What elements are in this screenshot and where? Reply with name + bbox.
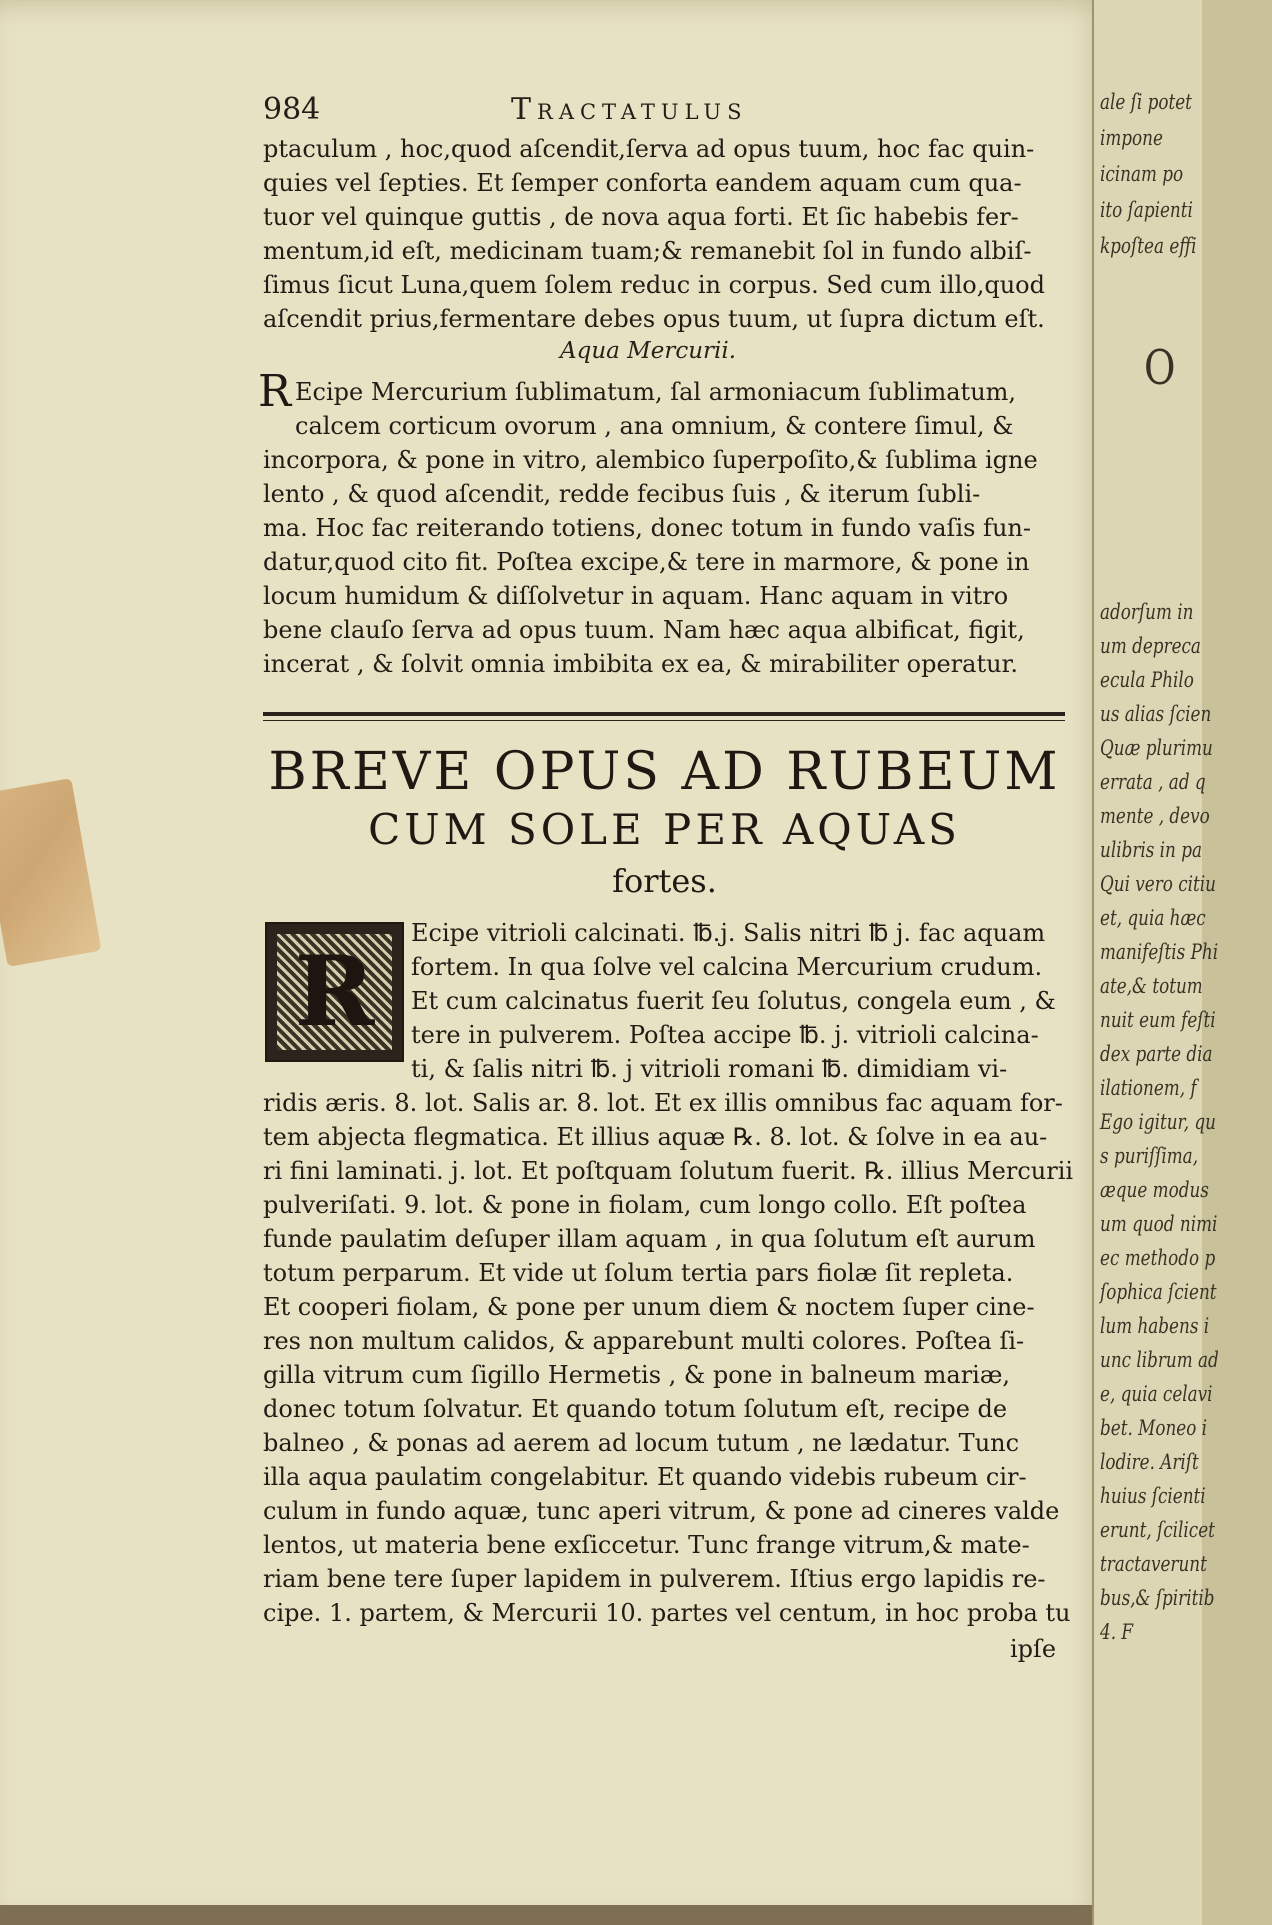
text-line: balneo , & ponas ad aerem ad locum tutum , ne lædatur. Tunc bbox=[263, 1429, 1020, 1457]
text-line: ti, & ſalis nitri ℔. j vitrioli romani ℔. dimidiam vi- bbox=[411, 1055, 1008, 1083]
text-line: datur,quod cito fit. Poſtea excipe,& tere in marmore, & pone in bbox=[263, 548, 1030, 576]
facing-page-text: et, quia hæc bbox=[1100, 906, 1206, 930]
text-line: totum perparum. Et vide ut ſolum tertia pars fiolæ ſit repleta. bbox=[263, 1259, 1014, 1287]
facing-page-edge bbox=[1092, 0, 1219, 1925]
facing-page-text: impone bbox=[1100, 126, 1163, 150]
text-line: aſcendit prius,fermentare debes opus tuum, ut ſupra dictum eſt. bbox=[263, 305, 1045, 333]
facing-page-text: kpoſtea effi bbox=[1100, 234, 1197, 258]
facing-page-text: huius ſcienti bbox=[1100, 1484, 1206, 1508]
facing-page-text: um depreca bbox=[1100, 634, 1201, 658]
running-head bbox=[263, 92, 1063, 132]
text-line: fortem. In qua ſolve vel calcina Mercurium crudum. bbox=[411, 953, 1043, 981]
facing-page-text: bet. Moneo i bbox=[1100, 1416, 1208, 1440]
text-line: res non multum calidos, & apparebunt multi colores. Poſtea ſi- bbox=[263, 1327, 1025, 1355]
text-line: donec totum ſolvatur. Et quando totum ſolutum eſt, recipe de bbox=[263, 1395, 1008, 1423]
facing-page-text: dex parte dia bbox=[1100, 1042, 1213, 1066]
text-line: Et cooperi fiolam, & pone per unum diem & noctem ſuper cine- bbox=[263, 1293, 1035, 1321]
section-rule bbox=[263, 712, 1065, 716]
text-line: cipe. 1. partem, & Mercurii 10. partes vel centum, in hoc proba tu bbox=[263, 1599, 1071, 1627]
paragraph-continuation bbox=[263, 132, 1066, 336]
facing-page-text: bus,& ſpiritib bbox=[1100, 1586, 1215, 1610]
paragraph-aqua-mercurii bbox=[263, 375, 1066, 681]
text-line: Ecipe vitrioli calcinati. ℔.j. Salis nitri ℔ j. fac aquam bbox=[411, 919, 1046, 947]
page-bottom-edge bbox=[0, 1905, 1115, 1925]
text-line: ridis æris. 8. lot. Salis ar. 8. lot. Et ex illis omnibus fac aquam for- bbox=[263, 1089, 1063, 1117]
section-subheading: Aqua Mercurii. bbox=[560, 338, 737, 364]
facing-page-text: e, quia celavi bbox=[1100, 1382, 1213, 1406]
facing-page-text: ec methodo p bbox=[1100, 1246, 1216, 1270]
text-line: ptaculum , hoc,quod aſcendit,ſerva ad opus tuum, hoc fac quin- bbox=[263, 135, 1035, 163]
facing-page-text: us alias ſcien bbox=[1100, 702, 1212, 726]
section-rule-thin bbox=[263, 720, 1065, 721]
text-line: calcem corticum ovorum , ana omnium, & contere ſimul, & bbox=[295, 412, 1014, 440]
facing-page-text: ecula Philo bbox=[1100, 668, 1194, 692]
section-title-line2: CUM SOLE PER AQUAS bbox=[368, 805, 961, 854]
facing-page-text: erunt, ſcilicet bbox=[1100, 1518, 1215, 1542]
running-title: Tractatulus bbox=[511, 92, 748, 127]
text-line: riam bene tere ſuper lapidem in pulverem. Iſtius ergo lapidis re- bbox=[263, 1565, 1046, 1593]
facing-page-text: ulibris in pa bbox=[1100, 838, 1202, 862]
paragraph-opus-rubeum bbox=[263, 916, 1074, 1630]
text-line: funde paulatim deſuper illam aquam , in qua ſolutum eſt aurum bbox=[263, 1225, 1036, 1253]
facing-page-text: adorſum in bbox=[1100, 600, 1194, 624]
text-line: tem abjecta flegmatica. Et illius aquæ ℞. 8. lot. & ſolve in ea au- bbox=[263, 1123, 1048, 1151]
page-number: 984 bbox=[263, 92, 321, 127]
facing-page-text: manifeſtis Phi bbox=[1100, 940, 1219, 964]
text-line: tuor vel quinque guttis , de nova aqua forti. Et ſic habebis fer- bbox=[263, 203, 1019, 231]
text-line: locum humidum & diſſolvetur in aquam. Hanc aquam in vitro bbox=[263, 582, 1009, 610]
text-line: tere in pulverem. Poſtea accipe ℔. j. vitrioli calcina- bbox=[411, 1021, 1039, 1049]
section-title: BREVE OPUS AD RUBEUM bbox=[268, 742, 1061, 802]
text-line: illa aqua paulatim congelabitur. Et quando videbis rubeum cir- bbox=[263, 1463, 1027, 1491]
drop-cap-letter: R bbox=[277, 934, 392, 1050]
text-line: lentos, ut materia bene exſiccetur. Tunc frange vitrum,& mate- bbox=[263, 1531, 1030, 1559]
text-line: quies vel ſepties. Et ſemper conforta eandem aquam cum qua- bbox=[263, 169, 1022, 197]
facing-page-text: Ego igitur, qu bbox=[1100, 1110, 1216, 1134]
facing-page-text: mente , devo bbox=[1100, 804, 1210, 828]
text-line: lento , & quod aſcendit, redde fecibus ſuis , & iterum ſubli- bbox=[263, 480, 981, 508]
text-line: gilla vitrum cum ſigillo Hermetis , & pone in balneum mariæ, bbox=[263, 1361, 1011, 1389]
facing-page-text: tractaverunt bbox=[1100, 1552, 1207, 1576]
section-title-line3: fortes. bbox=[612, 862, 717, 900]
facing-page-text: icinam po bbox=[1100, 162, 1184, 186]
text-line: mentum,id eſt, medicinam tuam;& remanebit ſol in fundo albiſ- bbox=[263, 237, 1032, 265]
text-line: incerat , & ſolvit omnia imbibita ex ea, & mirabiliter operatur. bbox=[263, 650, 1019, 678]
facing-page-text: 4. F bbox=[1100, 1620, 1134, 1644]
facing-page-text: lodire. Ariſt bbox=[1100, 1450, 1199, 1474]
catchword: ipſe bbox=[1010, 1635, 1057, 1663]
facing-page-text: ale ſi potet bbox=[1100, 90, 1192, 114]
facing-page-text: lum habens i bbox=[1100, 1314, 1210, 1338]
facing-page-text: ate,& totum bbox=[1100, 974, 1203, 998]
text-line: pulveriſati. 9. lot. & pone in fiolam, cum longo collo. Eſt poſtea bbox=[263, 1191, 1027, 1219]
text-line: incorpora, & pone in vitro, alembico ſuperpoſito,& ſublima igne bbox=[263, 446, 1038, 474]
text-line: ri fini laminati. j. lot. Et poſtquam ſolutum fuerit. ℞. illius Mercurii bbox=[263, 1157, 1074, 1185]
facing-page-text: s puriſſima, bbox=[1100, 1144, 1199, 1168]
facing-page-text: Quæ plurimu bbox=[1100, 736, 1213, 760]
text-line: bene clauſo ſerva ad opus tuum. Nam hæc aqua albificat, figit, bbox=[263, 616, 1025, 644]
paragraph-initial: R bbox=[258, 366, 292, 417]
facing-page-text: ſophica ſcient bbox=[1100, 1280, 1217, 1304]
facing-page-text: Qui vero citiu bbox=[1100, 872, 1216, 896]
facing-page-text: ilationem, f bbox=[1100, 1076, 1197, 1100]
facing-page-text: O bbox=[1144, 340, 1176, 396]
facing-page-text: errata , ad q bbox=[1100, 770, 1206, 794]
text-line: ma. Hoc fac reiterando totiens, donec totum in fundo vaſis fun- bbox=[263, 514, 1031, 542]
facing-page-text: nuit eum feſti bbox=[1100, 1008, 1216, 1032]
text-line: ſimus ſicut Luna,quem ſolem reduc in corpus. Sed cum illo,quod bbox=[263, 271, 1045, 299]
facing-page-text: um quod nimi bbox=[1100, 1212, 1218, 1236]
text-line: Ecipe Mercurium ſublimatum, ſal armoniacum ſublimatum, bbox=[295, 378, 1017, 406]
text-line: Et cum calcinatus fuerit ſeu ſolutus, congela eum , & bbox=[411, 987, 1056, 1015]
facing-page-text: æque modus bbox=[1100, 1178, 1209, 1202]
facing-page-text: unc librum ad bbox=[1100, 1348, 1219, 1372]
facing-page-text: ito ſapienti bbox=[1100, 198, 1193, 222]
text-line: culum in fundo aquæ, tunc aperi vitrum, & pone ad cineres valde bbox=[263, 1497, 1060, 1525]
